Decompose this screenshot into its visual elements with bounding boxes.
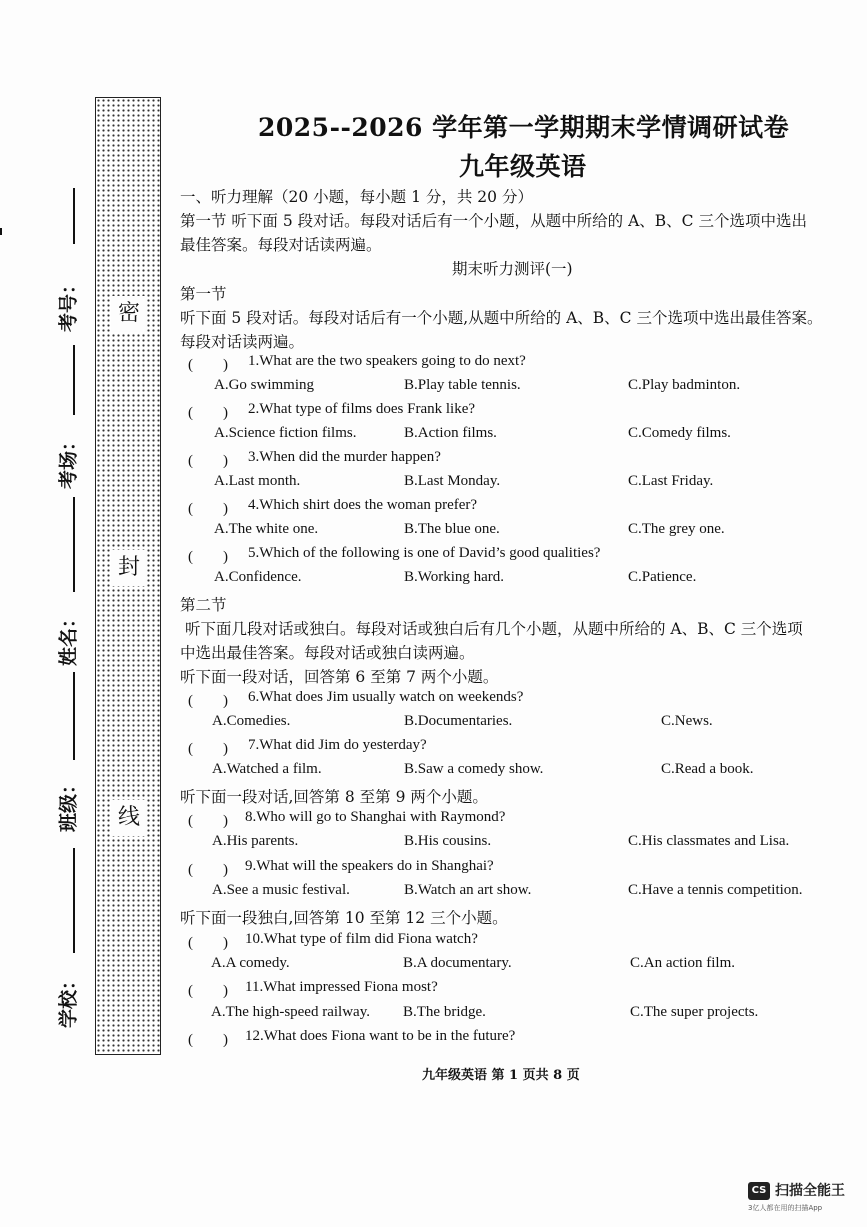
option-b: B.Action films. [404,425,497,441]
option-a: A.A comedy. [211,955,290,971]
sub-instruction-3: 听下面一段独白,回答第 10 至第 12 三个小题。 [180,909,508,927]
option-a: A.Go swimming [214,377,315,393]
question-stem: 10.What type of film did Fiona watch? [245,931,478,947]
option-c: C.Read a book. [661,761,754,777]
seal-char-mi: 密 [111,296,147,332]
option-b: B.Documentaries. [404,713,513,729]
page-footer: 九年级英语 第 1 页共 8 页 [422,1068,580,1083]
exam-number-label: 考号： [57,274,80,333]
question-stem: 5.Which of the following is one of David’s good qualities? [248,545,601,561]
option-b: B.A documentary. [403,955,512,971]
answer-blank[interactable]: ( ) [188,741,228,757]
answer-blank[interactable]: ( ) [188,862,228,878]
answer-blank[interactable]: ( ) [188,983,228,999]
part1-instruction-1: 听下面 5 段对话。每段对话后有一个小题,从题中所给的 A、B、C 三个选项中选出最佳答案。 [180,309,823,327]
name-label: 姓名： [57,608,80,667]
answer-blank[interactable]: ( ) [188,405,228,421]
camscanner-logo-icon: CS [748,1182,770,1200]
name-line[interactable] [73,497,75,592]
exam-number-line[interactable] [73,188,75,244]
option-a: A.Confidence. [214,569,302,585]
option-b: B.Watch an art show. [404,882,532,898]
exam-title: 2025--2026 学年第一学期期末学情调研试卷 [258,113,790,142]
question-stem: 12.What does Fiona want to be in the future? [245,1028,516,1044]
class-line[interactable] [73,672,75,760]
option-a: A.His parents. [212,833,299,849]
part2-instruction-2: 中选出最佳答案。每段对话或独白读两遍。 [180,644,475,662]
class-label: 班级： [57,774,80,833]
question-stem: 8.Who will go to Shanghai with Raymond? [245,809,506,825]
option-c: C.News. [661,713,713,729]
exam-subtitle: 九年级英语 [459,152,587,181]
answer-blank[interactable]: ( ) [188,501,228,517]
question-stem: 11.What impressed Fiona most? [245,979,438,995]
sub-instruction-2: 听下面一段对话,回答第 8 至第 9 两个小题。 [180,788,488,806]
option-c: C.Have a tennis competition. [628,882,803,898]
answer-blank[interactable]: ( ) [188,357,228,373]
option-a: A.Comedies. [212,713,291,729]
option-c: C.An action film. [630,955,735,971]
option-b: B.Saw a comedy show. [404,761,544,777]
school-label: 学校： [57,970,80,1029]
option-b: B.Play table tennis. [404,377,521,393]
question-stem: 9.What will the speakers do in Shanghai? [245,858,494,874]
camscanner-tagline: 3亿人都在用的扫描App [748,1204,823,1212]
part2-instruction-1: 听下面几段对话或独白。每段对话或独白后有几个小题，从题中所给的 A、B、C 三个选项 [185,620,803,638]
part2-heading: 第二节 [180,596,227,614]
listening-test-title: 期末听力测评(一) [452,260,573,278]
answer-blank[interactable]: ( ) [188,813,228,829]
answer-blank[interactable]: ( ) [188,549,228,565]
seal-char-feng: 封 [111,550,147,586]
section-heading: 一、听力理解（20 小题，每小题 1 分，共 20 分） [180,188,533,206]
exam-room-line[interactable] [73,345,75,415]
option-c: C.Comedy films. [628,425,731,441]
seal-char-xian: 线 [111,800,147,836]
answer-blank[interactable]: ( ) [188,693,228,709]
option-c: C.The super projects. [630,1004,759,1020]
answer-blank[interactable]: ( ) [188,1032,228,1048]
question-stem: 2.What type of films does Frank like? [248,401,476,417]
intro-line-1: 第一节 听下面 5 段对话。每段对话后有一个小题，从题中所给的 A、B、C 三个选项中选出 [180,212,807,230]
edge-mark [0,228,2,235]
option-a: A.The high-speed railway. [211,1004,370,1020]
camscanner-brand: 扫描全能王 [775,1183,845,1199]
question-stem: 4.Which shirt does the woman prefer? [248,497,478,513]
question-stem: 1.What are the two speakers going to do next? [248,353,526,369]
school-line[interactable] [73,848,75,953]
part1-heading: 第一节 [180,285,227,303]
question-stem: 6.What does Jim usually watch on weekends? [248,689,524,705]
intro-line-2: 最佳答案。每段对话读两遍。 [180,236,382,254]
option-b: B.The blue one. [404,521,500,537]
answer-blank[interactable]: ( ) [188,935,228,951]
option-b: B.The bridge. [403,1004,486,1020]
option-b: B.Working hard. [404,569,505,585]
option-c: C.Play badminton. [628,377,741,393]
option-a: A.The white one. [214,521,319,537]
question-stem: 7.What did Jim do yesterday? [248,737,427,753]
option-a: A.See a music festival. [212,882,350,898]
option-b: B.His cousins. [404,833,492,849]
option-c: C.His classmates and Lisa. [628,833,790,849]
option-a: A.Watched a film. [212,761,322,777]
option-c: C.Last Friday. [628,473,714,489]
option-c: C.Patience. [628,569,697,585]
answer-blank[interactable]: ( ) [188,453,228,469]
option-c: C.The grey one. [628,521,725,537]
option-a: A.Last month. [214,473,301,489]
sub-instruction-1: 听下面一段对话，回答第 6 至第 7 两个小题。 [180,668,499,686]
exam-room-label: 考场： [57,431,80,490]
option-a: A.Science fiction films. [214,425,357,441]
question-stem: 3.When did the murder happen? [248,449,441,465]
part1-instruction-2: 每段对话读两遍。 [180,333,305,351]
option-b: B.Last Monday. [404,473,501,489]
